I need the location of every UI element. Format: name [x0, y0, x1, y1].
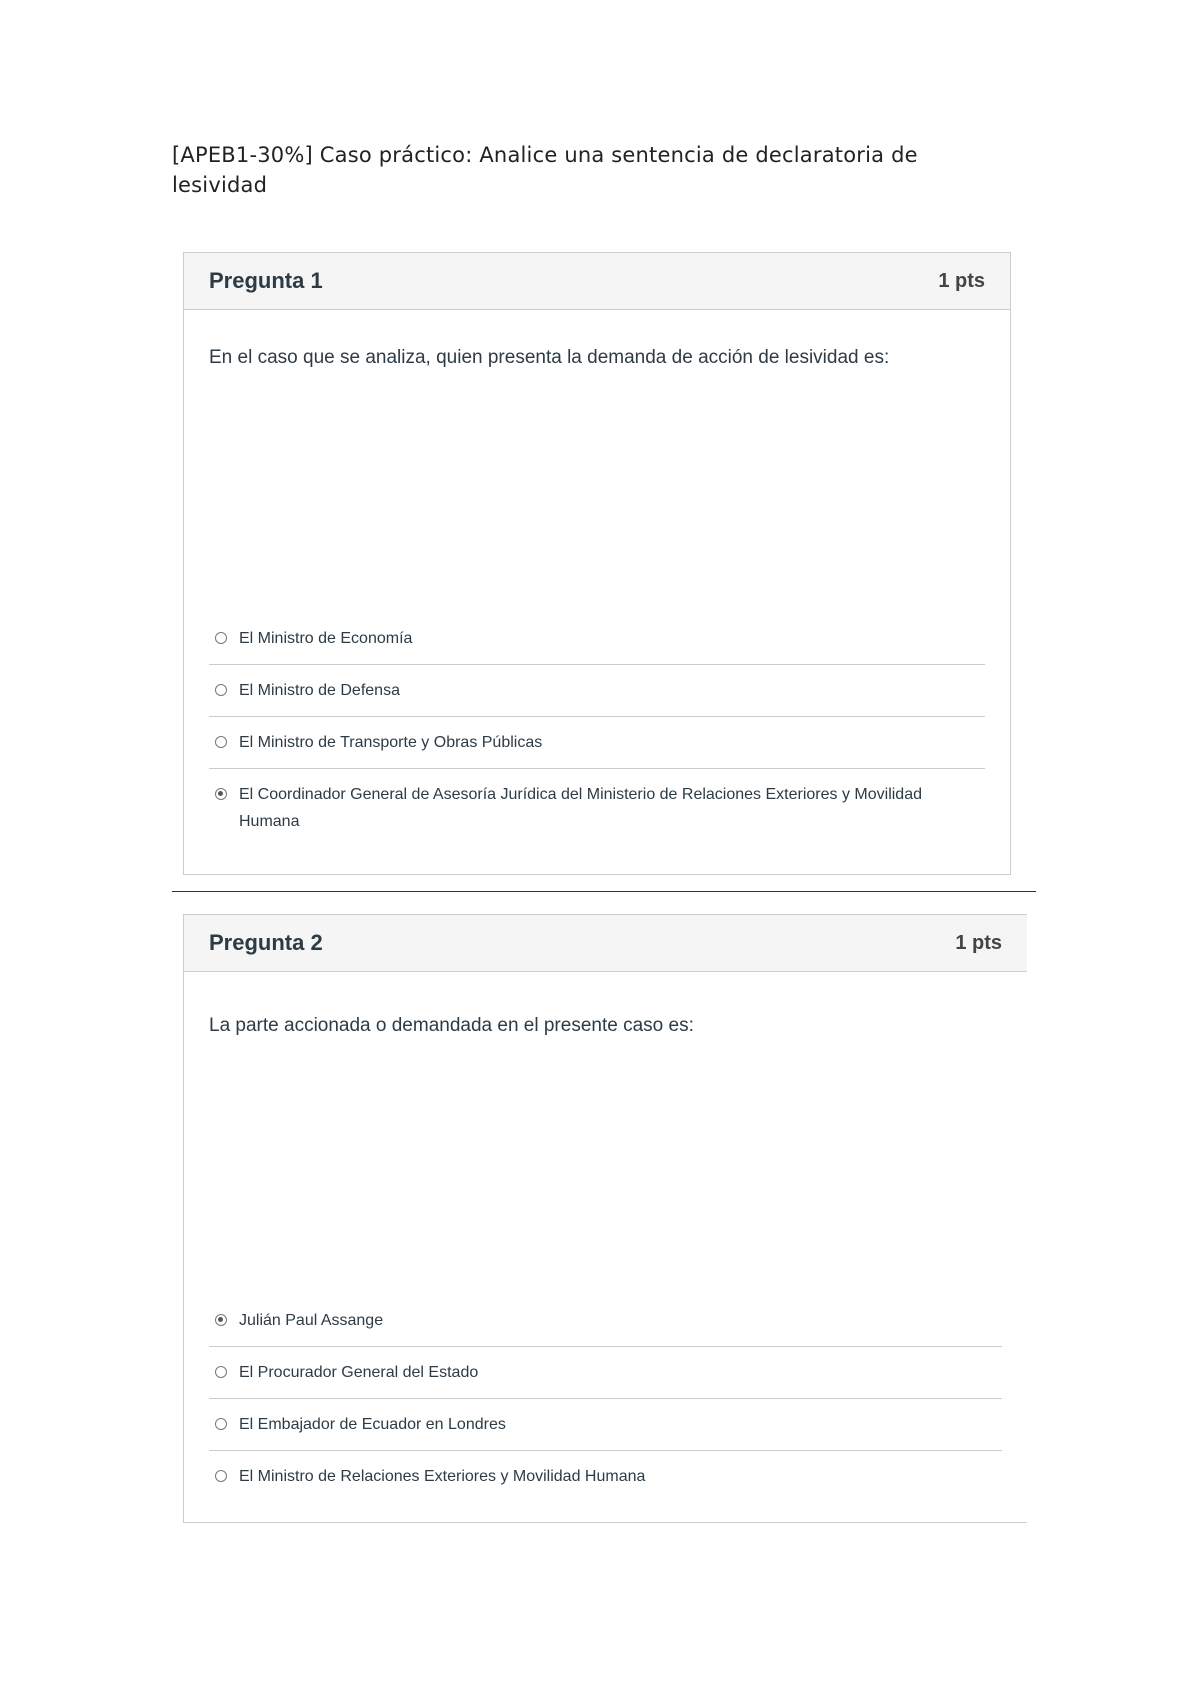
page-title: [APEB1-30%] Caso práctico: Analice una sentencia de declaratoria de lesividad [172, 143, 918, 197]
answer-option[interactable] [209, 717, 985, 769]
answer-label: El Coordinador General de Asesoría Jurídica del Ministerio de Relaciones Exteriores y Movilidad Humana [239, 786, 922, 830]
answer-option[interactable] [209, 665, 985, 717]
question-text: La parte accionada o demandada en el presente caso es: [209, 1015, 694, 1036]
radio-button-selected-icon[interactable] [215, 788, 227, 800]
answer-label: El Procurador General del Estado [239, 1364, 479, 1381]
answer-option[interactable] [209, 1295, 1002, 1347]
radio-button-icon[interactable] [215, 1418, 227, 1430]
radio-button-icon[interactable] [215, 632, 227, 644]
answer-label: El Ministro de Economía [239, 630, 413, 647]
radio-button-icon[interactable] [215, 1470, 227, 1482]
divider [172, 891, 1036, 892]
answer-list [209, 1295, 1002, 1502]
answer-option[interactable] [209, 1347, 1002, 1399]
question-title: Pregunta 2 [209, 930, 323, 955]
answer-option[interactable] [209, 769, 985, 847]
answer-option[interactable] [209, 1399, 1002, 1451]
radio-button-icon[interactable] [215, 736, 227, 748]
question-points: 1 pts [955, 931, 1002, 954]
radio-button-icon[interactable] [215, 684, 227, 696]
answer-label: Julián Paul Assange [239, 1312, 384, 1329]
radio-button-icon[interactable] [215, 1366, 227, 1378]
answer-option[interactable] [209, 613, 985, 665]
question-points: 1 pts [938, 269, 985, 292]
answer-label: El Embajador de Ecuador en Londres [239, 1416, 506, 1433]
radio-button-selected-icon[interactable] [215, 1314, 227, 1326]
question-header [184, 253, 1010, 310]
answer-option[interactable] [209, 1451, 1002, 1502]
answer-list [209, 613, 985, 847]
question-card-2 [183, 914, 1027, 1523]
question-header [184, 915, 1027, 972]
answer-label: El Ministro de Relaciones Exteriores y Movilidad Humana [239, 1468, 646, 1485]
question-card-1 [183, 252, 1011, 875]
answer-label: El Ministro de Transporte y Obras Públicas [239, 734, 543, 751]
answer-label: El Ministro de Defensa [239, 682, 400, 699]
question-title: Pregunta 1 [209, 268, 323, 293]
question-text: En el caso que se analiza, quien presenta la demanda de acción de lesividad es: [209, 347, 890, 368]
